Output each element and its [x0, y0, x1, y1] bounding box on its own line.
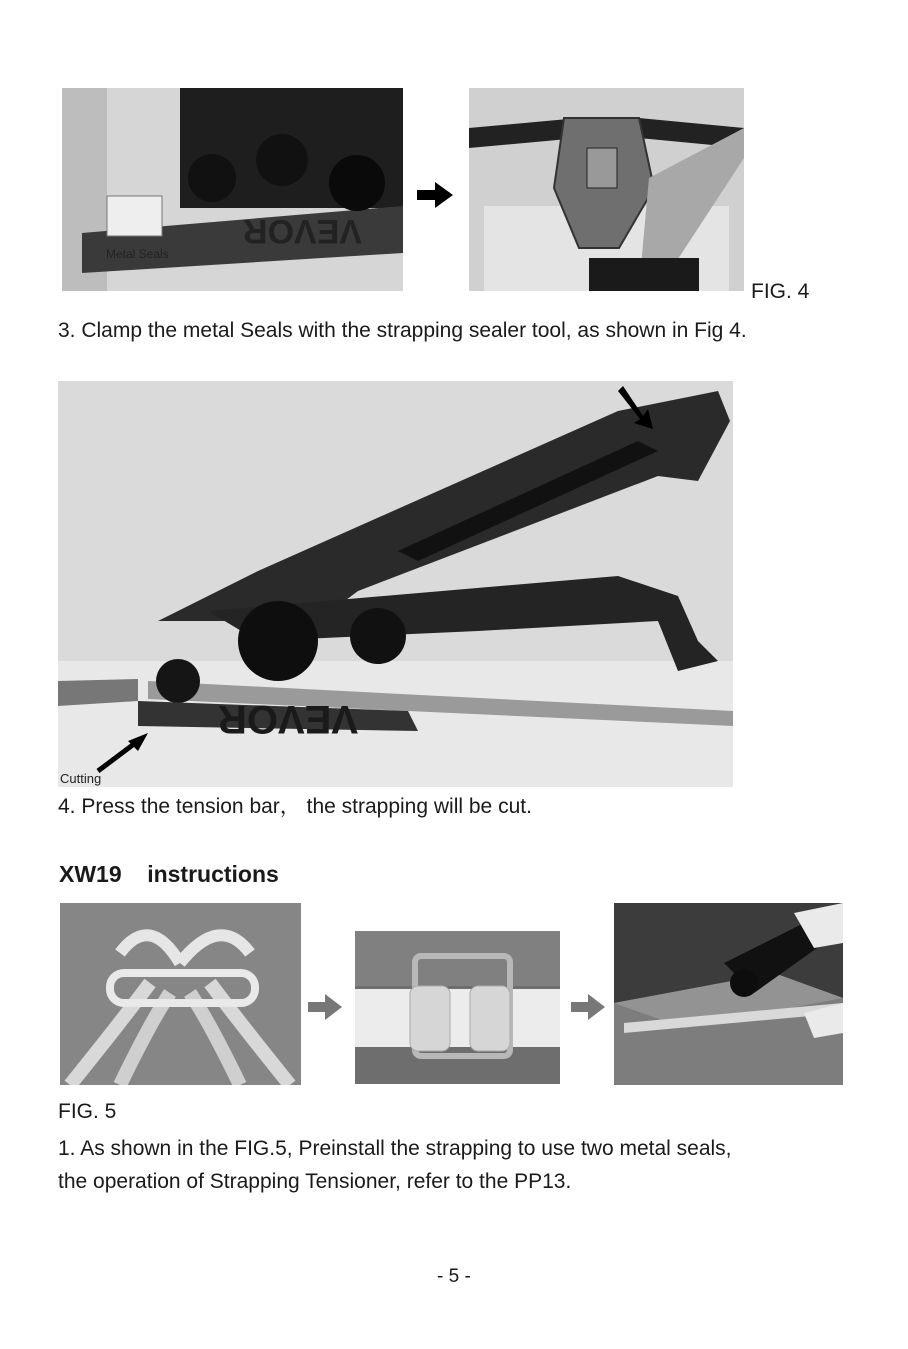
step4-caption: 4. Press the tension bar， the strapping will be cut. — [58, 795, 532, 818]
step3-caption: 3. Clamp the metal Seals with the strapping sealer tool, as shown in Fig 4. — [58, 319, 747, 342]
fig4-photo-seal-clamp — [62, 88, 403, 291]
metal-seals-label: Metal Seals — [106, 247, 169, 261]
photo-tension-bar-cut-art — [58, 381, 733, 787]
right-arrow-icon — [308, 994, 342, 1020]
section-heading: XW19 instructions — [59, 861, 279, 887]
fig5-photo-box-tension-art — [614, 903, 843, 1085]
fig5-photo-seal-closeup — [355, 931, 560, 1084]
fig5-photo-seals-loop-art — [60, 903, 301, 1085]
fig5-photo-seal-closeup-art — [355, 931, 560, 1084]
fig4-label: FIG. 4 — [751, 280, 810, 303]
fig5-label: FIG. 5 — [58, 1100, 117, 1123]
step1-line1: 1. As shown in the FIG.5, Preinstall the strapping to use two metal seals, — [58, 1137, 732, 1160]
fig5-photo-box-tension — [614, 903, 843, 1085]
cutting-label: Cutting — [60, 771, 102, 786]
fig4-photo-sealer-top — [469, 88, 744, 291]
photo-tension-bar-cut — [58, 381, 733, 787]
page-number: - 5 - — [437, 1266, 471, 1287]
svg-text:VEVOR: VEVOR — [242, 212, 362, 250]
step1-line2: the operation of Strapping Tensioner, refer to the PP13. — [58, 1170, 572, 1193]
fig5-photo-seals-loop — [60, 903, 301, 1085]
svg-text:VEVOR: VEVOR — [217, 697, 358, 741]
fig4-photo-sealer-top-art — [469, 88, 744, 291]
right-arrow-icon — [417, 182, 453, 208]
right-arrow-icon — [571, 994, 605, 1020]
